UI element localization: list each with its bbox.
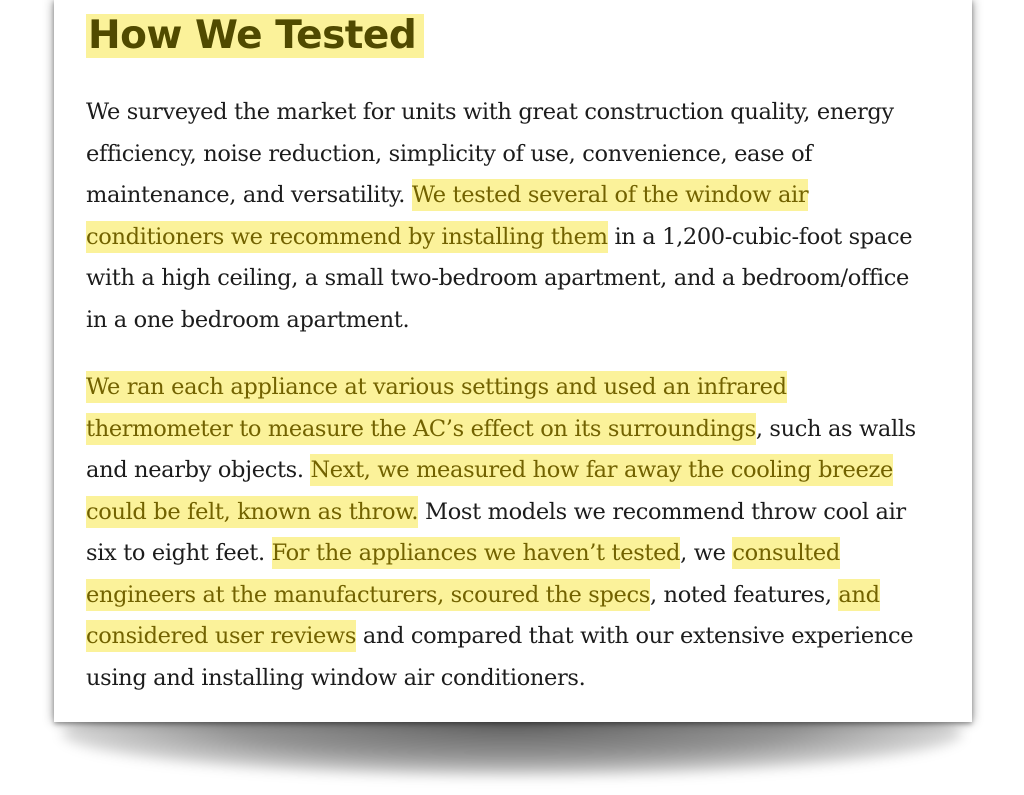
- highlighted-text: We ran each appliance at various settings and used an infrared thermometer to measure the AC’s effect on its surroundings: [86, 371, 787, 445]
- highlighted-text: We tested several of the window air conditioners we recommend by installing them: [86, 179, 808, 253]
- highlighted-text: Next, we measured how far away the cooling breeze could be felt, known as throw.: [86, 454, 893, 528]
- highlighted-text: consulted engineers at the manufacturers, scoured the specs: [86, 537, 840, 611]
- text-span: in a 1,200-cubic-foot space with a high ceiling, a small two-bedroom apartment, and a bedroom/office in a one bedroom apartment.: [86, 223, 913, 333]
- text-span: and compared that with our extensive experience using and installing window air conditioners.: [86, 623, 914, 691]
- text-span: We surveyed the market for units with great construction quality, energy efficiency, noise reduction, simplicity of use, convenience, ease of maintenance, and versatility.: [86, 99, 894, 208]
- paragraph-methodology: [86, 92, 936, 341]
- highlighted-text: For the appliances we haven’t tested: [272, 537, 681, 569]
- text-span: , noted features,: [649, 581, 839, 608]
- text-span: , such as walls and nearby objects.: [86, 415, 916, 483]
- text-span: Most models we recommend throw cool air six to eight feet.: [86, 498, 906, 566]
- section-heading: How We Tested: [86, 14, 424, 58]
- text-span: , we: [680, 540, 733, 566]
- highlighted-text: and considered user reviews: [86, 579, 880, 653]
- paragraph-testing: [86, 367, 936, 699]
- article-card: [54, 0, 972, 722]
